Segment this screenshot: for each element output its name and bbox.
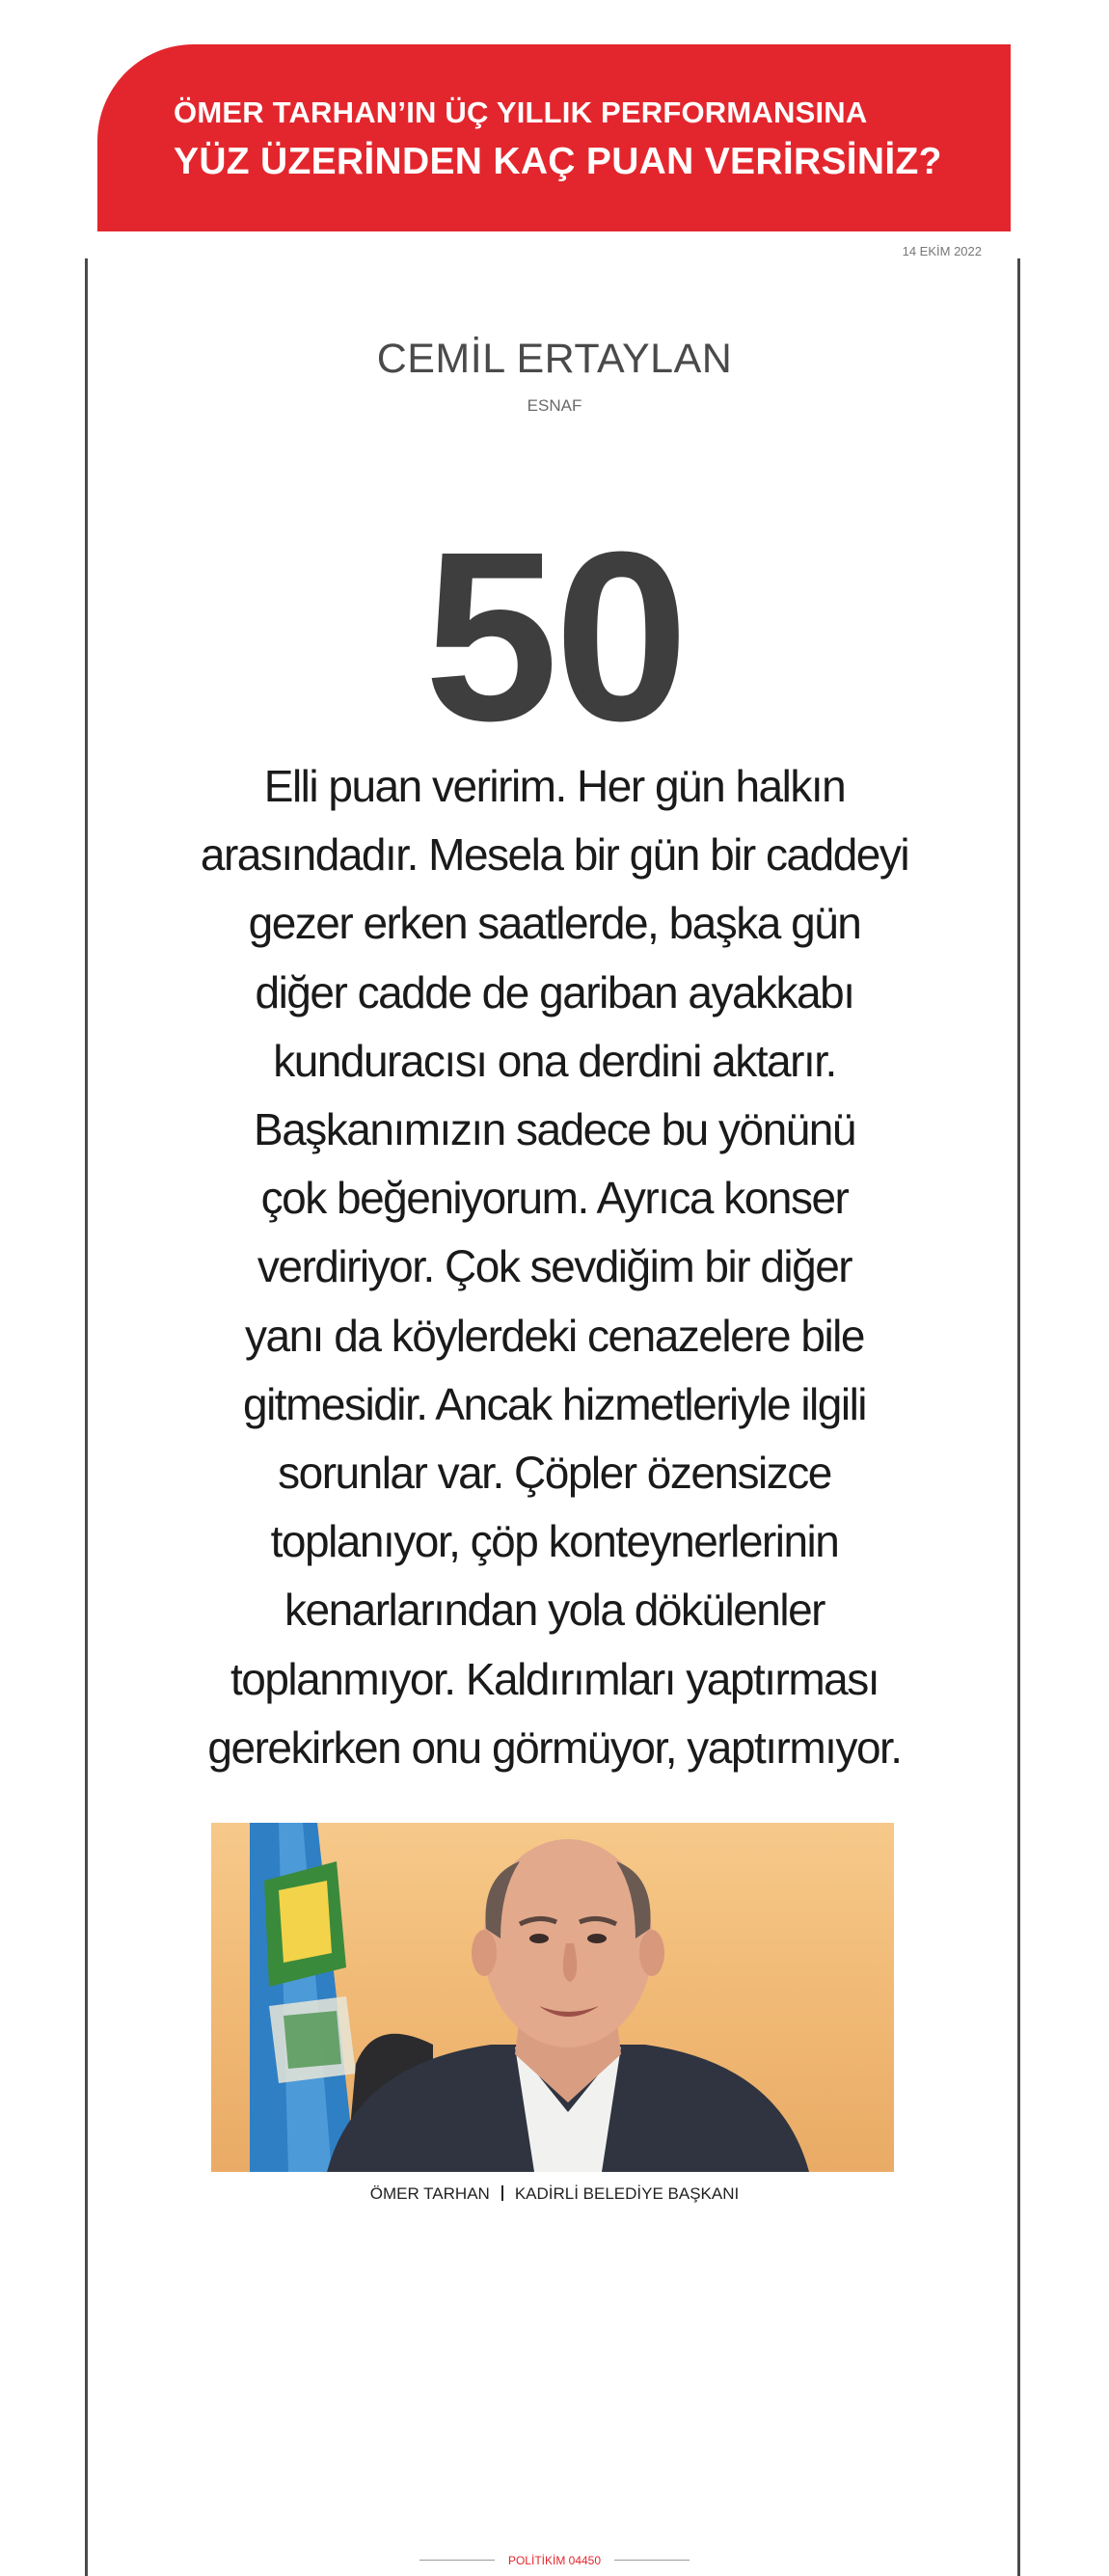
quote-line: gitmesidir. Ancak hizmetleriyle ilgili <box>242 1378 867 1429</box>
quote-line: çok beğeniyorum. Ayrıca konser <box>260 1173 849 1224</box>
quote-line: kenarlarından yola dökülenler <box>284 1585 825 1636</box>
footer-rule-right <box>614 2560 690 2561</box>
author-name: CEMİL ERTAYLAN <box>376 336 733 382</box>
quote-line: Elli puan veririm. Her gün halkın <box>263 761 846 811</box>
headline-line-1: ÖMER TARHAN’IN ÜÇ YILLIK PERFORMANSINA <box>174 95 868 129</box>
headline-line-2: YÜZ ÜZERİNDEN KAÇ PUAN VERİRSİNİZ? <box>174 141 942 182</box>
caption-separator <box>501 2185 503 2201</box>
mayor-photo <box>211 1823 894 2172</box>
footer <box>0 2554 1109 2567</box>
quote-line: sorunlar var. Çöpler özensizce <box>278 1448 831 1499</box>
quote-line: verdiriyor. Çok sevdiğim bir diğer <box>257 1241 852 1292</box>
quote-line: Başkanımızın sadece bu yönünü <box>254 1104 855 1155</box>
quote-line: toplanıyor, çöp konteynerlerinin <box>270 1516 839 1567</box>
photo-caption <box>0 2184 1109 2204</box>
quote-line: arasındadır. Mesela bir gün bir caddeyi <box>200 829 909 881</box>
mayor-portrait-illustration <box>211 1823 894 2172</box>
header-banner <box>97 44 1011 231</box>
footer-text: POLİTİKİM 04450 <box>507 2554 602 2567</box>
score-value: 50 <box>423 502 686 771</box>
caption-name: ÖMER TARHAN <box>369 2184 490 2203</box>
publish-date: 14 EKİM 2022 <box>902 244 982 258</box>
author-role: ESNAF <box>527 396 582 415</box>
quote-line: gerekirken onu görmüyor, yaptırmıyor. <box>207 1722 902 1773</box>
quote-line: yanı da köylerdeki cenazelere bile <box>245 1310 864 1361</box>
quote-body <box>193 752 916 1782</box>
quote-line: kunduracısı ona derdini aktarır. <box>273 1035 836 1086</box>
quote-line: diğer cadde de gariban ayakkabı <box>255 966 854 1017</box>
quote-line: gezer erken saatlerde, başka gün <box>248 898 861 949</box>
footer-rule-left <box>419 2560 495 2561</box>
flag-icon <box>250 1823 356 2172</box>
quote-line: toplanmıyor. Kaldırımları yaptırması <box>230 1653 879 1704</box>
caption-title: KADİRLİ BELEDİYE BAŞKANI <box>514 2184 740 2203</box>
